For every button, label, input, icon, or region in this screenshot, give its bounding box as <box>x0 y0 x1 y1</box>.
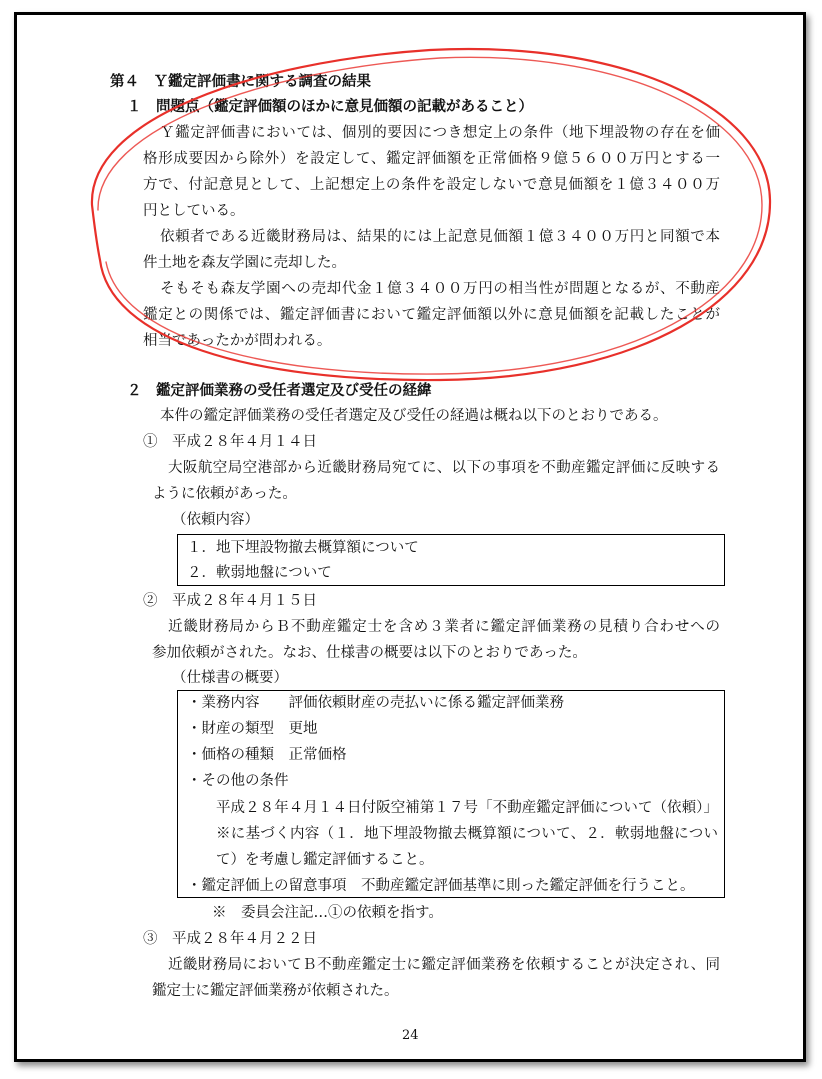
section2-intro: 本件の鑑定評価業務の受任者選定及び受任の経過は概ね以下のとおりである。 <box>160 408 668 424</box>
section1-p2-line2: 件土地を森友学園に売却した。 <box>143 255 346 271</box>
chapter-heading: 第４ Ｙ鑑定評価書に関する調査の結果 <box>110 73 371 90</box>
section1-p1-line4: 円としている。 <box>143 203 245 219</box>
spec-other-line1: 平成２８年４月１４日付阪空補第１７号「不動産鑑定評価について（依頼）」 <box>216 800 718 816</box>
section2-title: ２ 鑑定評価業務の受任者選定及び受任の経緯 <box>127 382 432 399</box>
item3-line1: 近畿財務局においてＢ不動産鑑定士に鑑定評価業務を依頼することが決定され、同 <box>168 957 720 973</box>
item2-line2: 参加依頼がされた。なお、仕様書の概要は以下のとおりであった。 <box>152 645 587 661</box>
committee-note: ※ 委員会注記…①の依頼を指す。 <box>212 905 443 921</box>
item2-box-label: （仕様書の概要） <box>172 670 288 686</box>
section1-title: １ 問題点（鑑定評価額のほかに意見価額の記載があること） <box>127 98 533 115</box>
item1-line2: ように依頼があった。 <box>152 486 297 502</box>
section1-p3-line2: 鑑定との関係では、鑑定評価書において鑑定評価額以外に意見価額を記載したことが <box>143 307 720 323</box>
request-item-2: ２．軟弱地盤について <box>187 565 332 581</box>
section1-p3-line3: 相当であったかが問われる。 <box>143 333 332 349</box>
section1-p2-line1: 依頼者である近畿財務局は、結果的には上記意見価額１億３４００万円と同額で本 <box>160 229 720 245</box>
spec-item-business: ・業務内容 評価依頼財産の売払いに係る鑑定評価業務 <box>187 695 564 711</box>
spec-item-price: ・価格の種類 正常価格 <box>187 747 347 763</box>
section1-p1-line3: 方で、付記意見として、上記想定上の条件を設定しないで意見価額を１億３４００万 <box>143 177 720 193</box>
item2-date: ② 平成２８年４月１５日 <box>143 593 317 609</box>
section1-p1-line2: 格形成要因から除外）を設定して、鑑定評価額を正常価格９億５６００万円とする一 <box>143 151 720 167</box>
item2-line1: 近畿財務局からＢ不動産鑑定士を含め３業者に鑑定評価業務の見積り合わせへの <box>168 619 720 635</box>
spec-other-line2: ※に基づく内容（１．地下埋設物撤去概算額について、２．軟弱地盤につい <box>216 826 718 842</box>
spec-item-notes: ・鑑定評価上の留意事項 不動産鑑定評価基準に則った鑑定評価を行うこと。 <box>187 878 695 894</box>
item3-line2: 鑑定士に鑑定評価業務が依頼された。 <box>152 983 399 999</box>
spec-other-line3: て）を考慮し鑑定評価すること。 <box>216 852 434 868</box>
page-number: 24 <box>402 1028 419 1043</box>
spec-item-type: ・財産の類型 更地 <box>187 721 318 737</box>
section1-p1-line1: Ｙ鑑定評価書においては、個別的要因につき想定上の条件（地下埋設物の存在を価 <box>160 125 720 141</box>
item1-line1: 大阪航空局空港部から近畿財務局宛てに、以下の事項を不動産鑑定評価に反映する <box>168 460 720 476</box>
item1-date: ① 平成２８年４月１４日 <box>143 434 317 450</box>
item1-box-label: （依頼内容） <box>172 512 259 528</box>
spec-item-other: ・その他の条件 <box>187 773 289 789</box>
request-item-1: １．地下埋設物撤去概算額について <box>187 540 419 556</box>
item3-date: ③ 平成２８年４月２２日 <box>143 931 317 947</box>
section1-p3-line1: そもそも森友学園への売却代金１億３４００万円の相当性が問題となるが、不動産 <box>160 281 720 297</box>
